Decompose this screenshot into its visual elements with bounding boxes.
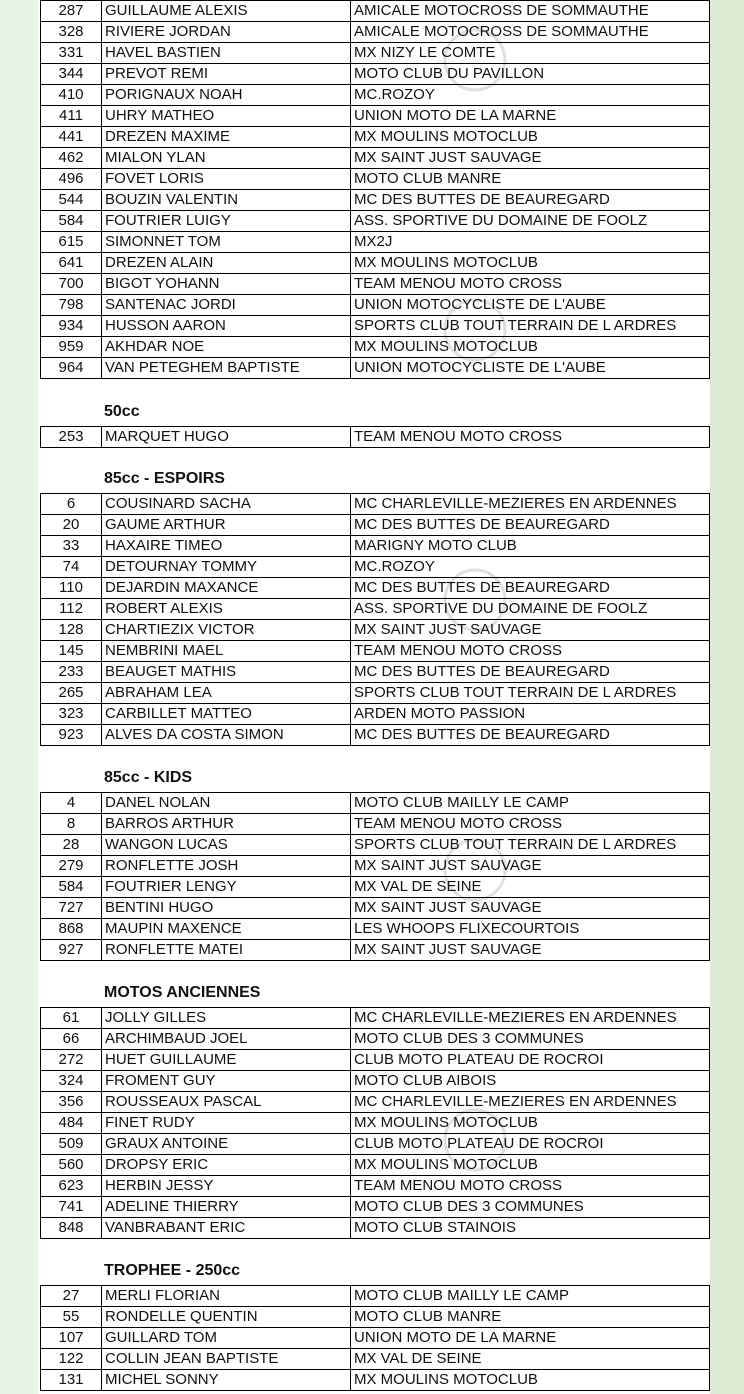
rider-name: UHRY MATHEO (102, 106, 351, 127)
entries-table (40, 792, 710, 961)
rider-number: 28 (41, 835, 102, 856)
club-name: MARIGNY MOTO CLUB (351, 536, 710, 557)
rider-name: MERLI FLORIAN (102, 1286, 351, 1307)
rider-number: 462 (41, 148, 102, 169)
club-name: MX MOULINS MOTOCLUB (351, 1370, 710, 1391)
rider-number: 6 (41, 494, 102, 515)
rider-name: RONFLETTE MATEI (102, 940, 351, 961)
rider-name: PREVOT REMI (102, 64, 351, 85)
rider-name: GRAUX ANTOINE (102, 1134, 351, 1155)
rider-number: 959 (41, 337, 102, 358)
table-row (41, 190, 710, 211)
club-name: MOTO CLUB DES 3 COMMUNES (351, 1197, 710, 1218)
rider-name: FOUTRIER LENGY (102, 877, 351, 898)
table-row (41, 494, 710, 515)
table-row (41, 662, 710, 683)
club-name: SPORTS CLUB TOUT TERRAIN DE L ARDRES (351, 683, 710, 704)
category-title: 50cc (104, 403, 140, 420)
rider-number: 484 (41, 1113, 102, 1134)
rider-name: DROPSY ERIC (102, 1155, 351, 1176)
rider-name: DREZEN ALAIN (102, 253, 351, 274)
rider-number: 27 (41, 1286, 102, 1307)
table-row (41, 578, 710, 599)
table-row (41, 232, 710, 253)
rider-name: VAN PETEGHEM BAPTISTE (102, 358, 351, 379)
club-name: TEAM MENOU MOTO CROSS (351, 274, 710, 295)
rider-number: 331 (41, 43, 102, 64)
table-row (41, 599, 710, 620)
table-row (41, 940, 710, 961)
rider-name: HUET GUILLAUME (102, 1050, 351, 1071)
rider-number: 584 (41, 877, 102, 898)
rider-number: 112 (41, 599, 102, 620)
club-name: LES WHOOPS FLIXECOURTOIS (351, 919, 710, 940)
rider-number: 927 (41, 940, 102, 961)
category-title: MOTOS ANCIENNES (104, 984, 261, 1001)
rider-name: MIALON YLAN (102, 148, 351, 169)
table-row (41, 43, 710, 64)
rider-name: RONDELLE QUENTIN (102, 1307, 351, 1328)
rider-name: RONFLETTE JOSH (102, 856, 351, 877)
table-row (41, 169, 710, 190)
rider-name: RIVIERE JORDAN (102, 22, 351, 43)
rider-name: SANTENAC JORDI (102, 295, 351, 316)
rider-number: 328 (41, 22, 102, 43)
rider-number: 110 (41, 578, 102, 599)
club-name: MX NIZY LE COMTE (351, 43, 710, 64)
rider-name: DEJARDIN MAXANCE (102, 578, 351, 599)
table-row (41, 641, 710, 662)
club-name: MOTO CLUB MAILLY LE CAMP (351, 793, 710, 814)
club-name: MX VAL DE SEINE (351, 1349, 710, 1370)
table-row (41, 1029, 710, 1050)
rider-name: HAVEL BASTIEN (102, 43, 351, 64)
club-name: TEAM MENOU MOTO CROSS (351, 641, 710, 662)
club-name: MC DES BUTTES DE BEAUREGARD (351, 515, 710, 536)
club-name: MOTO CLUB STAINOIS (351, 1218, 710, 1239)
table-row (41, 1328, 710, 1349)
rider-name: ROBERT ALEXIS (102, 599, 351, 620)
rider-number: 107 (41, 1328, 102, 1349)
table-row (41, 1349, 710, 1370)
table-row (41, 1286, 710, 1307)
table-row (41, 1050, 710, 1071)
category-title: TROPHEE - 250cc (104, 1262, 241, 1279)
entries-table (40, 1285, 710, 1391)
rider-name: ABRAHAM LEA (102, 683, 351, 704)
rider-number: 145 (41, 641, 102, 662)
club-name: MC.ROZOY (351, 557, 710, 578)
table-row (41, 835, 710, 856)
table-row (41, 106, 710, 127)
table-row (41, 620, 710, 641)
rider-number: 233 (41, 662, 102, 683)
entries-table (40, 493, 710, 746)
club-name: ASS. SPORTIVE DU DOMAINE DE FOOLZ (351, 599, 710, 620)
club-name: MC DES BUTTES DE BEAUREGARD (351, 190, 710, 211)
rider-number: 848 (41, 1218, 102, 1239)
table-row (41, 1370, 710, 1391)
table-row (41, 1197, 710, 1218)
table-row (41, 85, 710, 106)
table-row (41, 148, 710, 169)
rider-number: 727 (41, 898, 102, 919)
rider-number: 868 (41, 919, 102, 940)
rider-number: 61 (41, 1008, 102, 1029)
rider-name: MICHEL SONNY (102, 1370, 351, 1391)
club-name: UNION MOTO DE LA MARNE (351, 1328, 710, 1349)
rider-name: FINET RUDY (102, 1113, 351, 1134)
rider-number: 700 (41, 274, 102, 295)
rider-number: 964 (41, 358, 102, 379)
rider-number: 741 (41, 1197, 102, 1218)
table-row (41, 536, 710, 557)
table-row (41, 515, 710, 536)
club-name: MX MOULINS MOTOCLUB (351, 1155, 710, 1176)
club-name: MC CHARLEVILLE-MEZIERES EN ARDENNES (351, 1092, 710, 1113)
club-name: MX VAL DE SEINE (351, 877, 710, 898)
club-name: UNION MOTO DE LA MARNE (351, 106, 710, 127)
right-margin-band (710, 0, 744, 1394)
rider-number: 509 (41, 1134, 102, 1155)
rider-number: 55 (41, 1307, 102, 1328)
table-row (41, 358, 710, 379)
table-row (41, 877, 710, 898)
rider-number: 279 (41, 856, 102, 877)
club-name: SPORTS CLUB TOUT TERRAIN DE L ARDRES (351, 316, 710, 337)
rider-number: 411 (41, 106, 102, 127)
rider-number: 128 (41, 620, 102, 641)
table-row (41, 1092, 710, 1113)
club-name: MOTO CLUB DES 3 COMMUNES (351, 1029, 710, 1050)
rider-number: 74 (41, 557, 102, 578)
club-name: MOTO CLUB MANRE (351, 1307, 710, 1328)
club-name: ASS. SPORTIVE DU DOMAINE DE FOOLZ (351, 211, 710, 232)
rider-number: 20 (41, 515, 102, 536)
table-row (41, 1113, 710, 1134)
category-title: 85cc - KIDS (104, 769, 193, 786)
table-row (41, 211, 710, 232)
rider-number: 544 (41, 190, 102, 211)
table-row (41, 1307, 710, 1328)
rider-number: 66 (41, 1029, 102, 1050)
rider-number: 272 (41, 1050, 102, 1071)
rider-name: COLLIN JEAN BAPTISTE (102, 1349, 351, 1370)
rider-number: 8 (41, 814, 102, 835)
rider-name: FROMENT GUY (102, 1071, 351, 1092)
rider-number: 323 (41, 704, 102, 725)
rider-number: 324 (41, 1071, 102, 1092)
rider-name: BOUZIN VALENTIN (102, 190, 351, 211)
rider-number: 641 (41, 253, 102, 274)
rider-name: CHARTIEZIX VICTOR (102, 620, 351, 641)
table-row (41, 337, 710, 358)
table-row (41, 295, 710, 316)
club-name: MX SAINT JUST SAUVAGE (351, 940, 710, 961)
rider-name: GAUME ARTHUR (102, 515, 351, 536)
club-name: MC DES BUTTES DE BEAUREGARD (351, 578, 710, 599)
rider-name: FOVET LORIS (102, 169, 351, 190)
table-row (41, 898, 710, 919)
rider-number: 344 (41, 64, 102, 85)
rider-number: 356 (41, 1092, 102, 1113)
club-name: TEAM MENOU MOTO CROSS (351, 814, 710, 835)
rider-name: DETOURNAY TOMMY (102, 557, 351, 578)
club-name: MX MOULINS MOTOCLUB (351, 253, 710, 274)
rider-name: BIGOT YOHANN (102, 274, 351, 295)
table-row (41, 1176, 710, 1197)
table-row (41, 814, 710, 835)
table-row (41, 919, 710, 940)
rider-name: GUILLARD TOM (102, 1328, 351, 1349)
club-name: MX MOULINS MOTOCLUB (351, 127, 710, 148)
rider-name: ROUSSEAUX PASCAL (102, 1092, 351, 1113)
table-row (41, 1155, 710, 1176)
rider-number: 584 (41, 211, 102, 232)
rider-number: 934 (41, 316, 102, 337)
rider-number: 410 (41, 85, 102, 106)
rider-number: 265 (41, 683, 102, 704)
rider-number: 131 (41, 1370, 102, 1391)
club-name: MX SAINT JUST SAUVAGE (351, 148, 710, 169)
table-row (41, 22, 710, 43)
rider-name: HERBIN JESSY (102, 1176, 351, 1197)
club-name: MC CHARLEVILLE-MEZIERES EN ARDENNES (351, 1008, 710, 1029)
table-row (41, 1008, 710, 1029)
club-name: ARDEN MOTO PASSION (351, 704, 710, 725)
club-name: MX2J (351, 232, 710, 253)
entries-table (40, 0, 710, 379)
club-name: MOTO CLUB MANRE (351, 169, 710, 190)
rider-name: DREZEN MAXIME (102, 127, 351, 148)
table-row (41, 557, 710, 578)
rider-name: COUSINARD SACHA (102, 494, 351, 515)
category-title: 85cc - ESPOIRS (104, 470, 225, 487)
rider-name: BARROS ARTHUR (102, 814, 351, 835)
club-name: MC CHARLEVILLE-MEZIERES EN ARDENNES (351, 494, 710, 515)
club-name: MC.ROZOY (351, 85, 710, 106)
rider-name: GUILLAUME ALEXIS (102, 1, 351, 22)
club-name: TEAM MENOU MOTO CROSS (351, 1176, 710, 1197)
table-row (41, 427, 710, 448)
rider-number: 496 (41, 169, 102, 190)
rider-name: AKHDAR NOE (102, 337, 351, 358)
table-row (41, 725, 710, 746)
rider-name: NEMBRINI MAEL (102, 641, 351, 662)
club-name: MOTO CLUB MAILLY LE CAMP (351, 1286, 710, 1307)
rider-number: 798 (41, 295, 102, 316)
rider-name: HAXAIRE TIMEO (102, 536, 351, 557)
rider-number: 33 (41, 536, 102, 557)
rider-name: BENTINI HUGO (102, 898, 351, 919)
club-name: MOTO CLUB DU PAVILLON (351, 64, 710, 85)
rider-number: 4 (41, 793, 102, 814)
rider-name: ADELINE THIERRY (102, 1197, 351, 1218)
club-name: AMICALE MOTOCROSS DE SOMMAUTHE (351, 1, 710, 22)
rider-number: 923 (41, 725, 102, 746)
club-name: MX MOULINS MOTOCLUB (351, 337, 710, 358)
club-name: SPORTS CLUB TOUT TERRAIN DE L ARDRES (351, 835, 710, 856)
club-name: MX SAINT JUST SAUVAGE (351, 898, 710, 919)
rider-number: 122 (41, 1349, 102, 1370)
club-name: MX MOULINS MOTOCLUB (351, 1113, 710, 1134)
rider-number: 287 (41, 1, 102, 22)
rider-number: 253 (41, 427, 102, 448)
table-row (41, 1218, 710, 1239)
club-name: MX SAINT JUST SAUVAGE (351, 856, 710, 877)
club-name: UNION MOTOCYCLISTE DE L'AUBE (351, 358, 710, 379)
club-name: MC DES BUTTES DE BEAUREGARD (351, 662, 710, 683)
table-row (41, 793, 710, 814)
table-row (41, 64, 710, 85)
club-name: MOTO CLUB AIBOIS (351, 1071, 710, 1092)
table-row (41, 683, 710, 704)
table-row (41, 1071, 710, 1092)
rider-number: 441 (41, 127, 102, 148)
table-row (41, 316, 710, 337)
rider-name: JOLLY GILLES (102, 1008, 351, 1029)
club-name: TEAM MENOU MOTO CROSS (351, 427, 710, 448)
entries-table (40, 426, 710, 448)
table-row (41, 253, 710, 274)
entries-table (40, 1007, 710, 1239)
left-margin-band (0, 0, 38, 1394)
rider-number: 560 (41, 1155, 102, 1176)
rider-name: DANEL NOLAN (102, 793, 351, 814)
table-row (41, 704, 710, 725)
rider-name: ARCHIMBAUD JOEL (102, 1029, 351, 1050)
rider-name: BEAUGET MATHIS (102, 662, 351, 683)
rider-name: WANGON LUCAS (102, 835, 351, 856)
club-name: UNION MOTOCYCLISTE DE L'AUBE (351, 295, 710, 316)
table-row (41, 1, 710, 22)
rider-name: CARBILLET MATTEO (102, 704, 351, 725)
club-name: MX SAINT JUST SAUVAGE (351, 620, 710, 641)
rider-name: MARQUET HUGO (102, 427, 351, 448)
table-row (41, 127, 710, 148)
rider-name: PORIGNAUX NOAH (102, 85, 351, 106)
rider-name: MAUPIN MAXENCE (102, 919, 351, 940)
club-name: CLUB MOTO PLATEAU DE ROCROI (351, 1134, 710, 1155)
rider-name: FOUTRIER LUIGY (102, 211, 351, 232)
club-name: MC DES BUTTES DE BEAUREGARD (351, 725, 710, 746)
rider-name: HUSSON AARON (102, 316, 351, 337)
table-row (41, 856, 710, 877)
rider-name: SIMONNET TOM (102, 232, 351, 253)
rider-name: VANBRABANT ERIC (102, 1218, 351, 1239)
table-row (41, 274, 710, 295)
rider-number: 623 (41, 1176, 102, 1197)
rider-number: 615 (41, 232, 102, 253)
table-row (41, 1134, 710, 1155)
club-name: AMICALE MOTOCROSS DE SOMMAUTHE (351, 22, 710, 43)
club-name: CLUB MOTO PLATEAU DE ROCROI (351, 1050, 710, 1071)
rider-name: ALVES DA COSTA SIMON (102, 725, 351, 746)
